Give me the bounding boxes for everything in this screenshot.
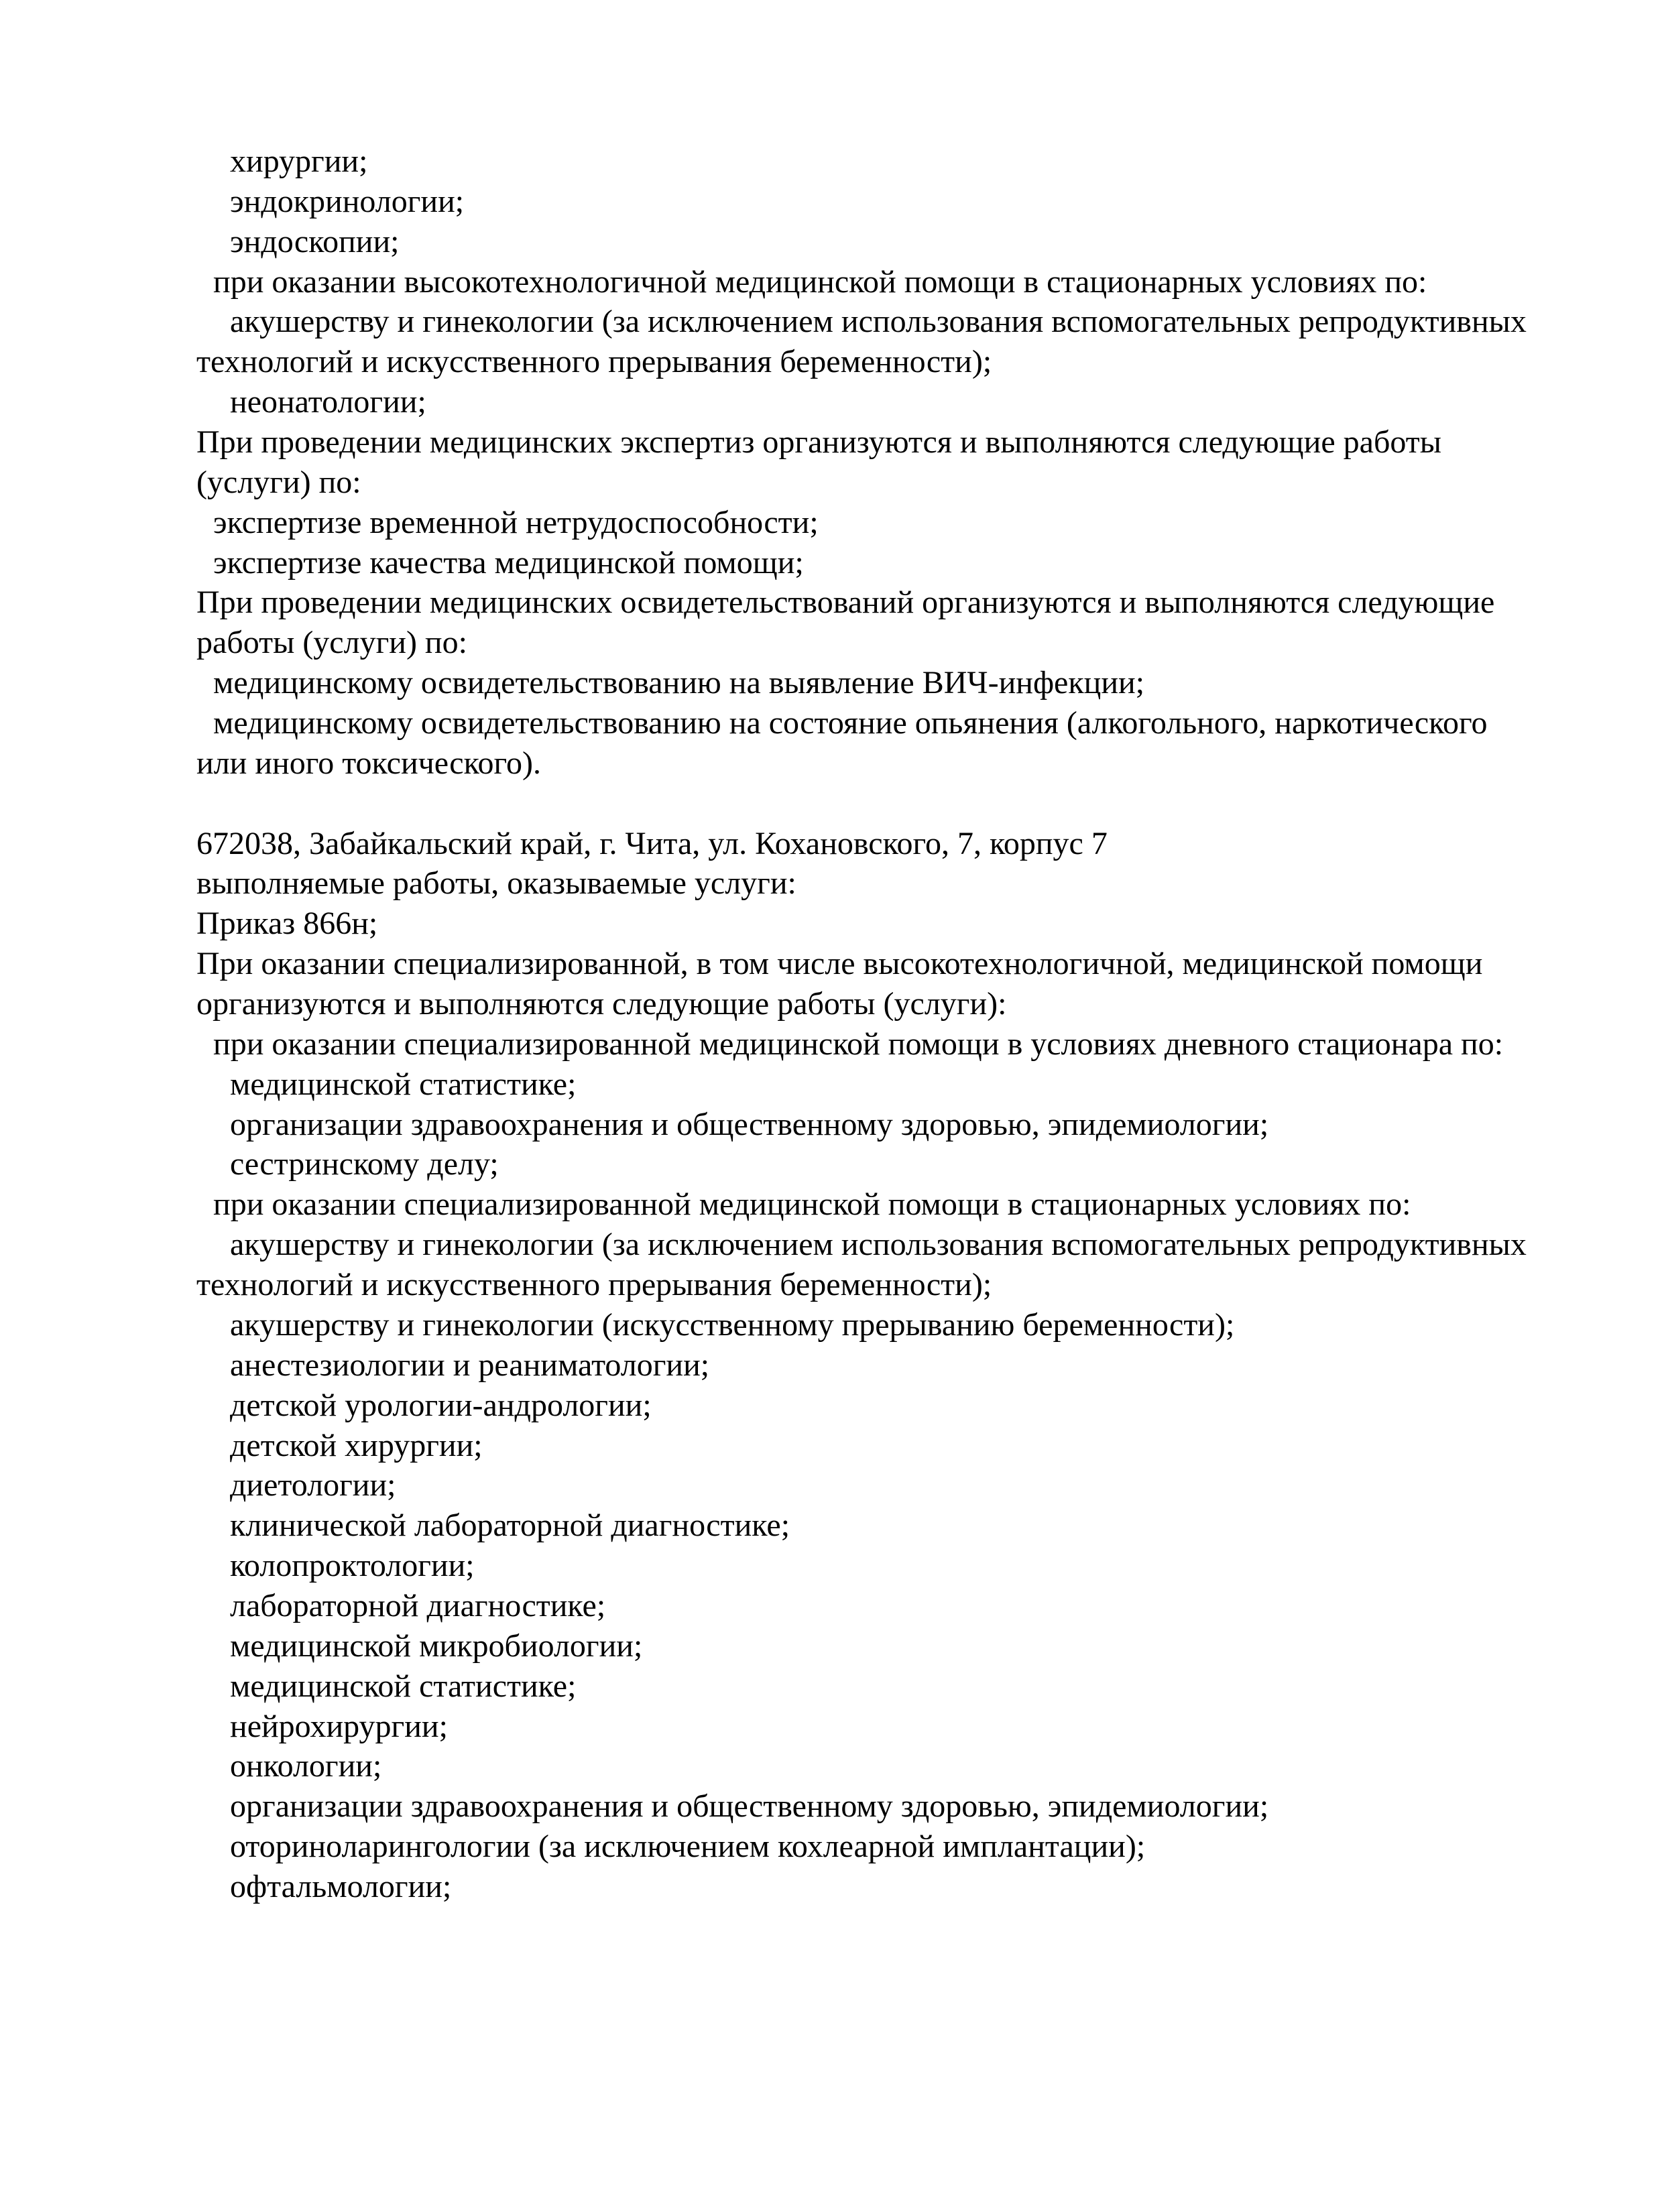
list-item: эндокринологии; xyxy=(230,183,465,219)
list-item: оториноларингологии (за исключением кохлеарной имплантации); xyxy=(230,1829,1146,1865)
list-item: медицинской статистике; xyxy=(230,1668,577,1704)
list-item: нейрохирургии; xyxy=(230,1708,448,1744)
list-item: хирургии; xyxy=(230,143,368,179)
services-label: выполняемые работы, оказываемые услуги: xyxy=(196,865,796,902)
section-continued-list xyxy=(0,141,1662,784)
list-item: колопроктологии; xyxy=(230,1548,475,1584)
list-item: онкологии; xyxy=(230,1748,382,1784)
list-item: акушерству и гинекологии (за исключением использования вспомогательных репродуктивных xyxy=(230,304,1527,340)
section-address xyxy=(0,824,1662,1907)
document-body xyxy=(0,141,1662,1907)
subsection-heading-hitech: при оказании высокотехнологичной медицинской помощи в стационарных условиях по: xyxy=(213,263,1427,300)
list-item: анестезиологии и реаниматологии; xyxy=(230,1347,710,1383)
list-item-continuation: технологий и искусственного прерывания беременности); xyxy=(196,1267,992,1303)
specialized-heading-continuation: организуются и выполняются следующие работы (услуги): xyxy=(196,986,1007,1022)
order-reference: Приказ 866н; xyxy=(196,906,378,942)
specialized-heading: При оказании специализированной, в том числе высокотехнологичной, медицинской помощи xyxy=(196,946,1483,982)
list-item: офтальмологии; xyxy=(230,1868,452,1904)
list-item-continuation: или иного токсического). xyxy=(196,745,541,781)
list-item: акушерству и гинекологии (за исключением использования вспомогательных репродуктивных xyxy=(230,1227,1527,1263)
list-item: организации здравоохранения и общественному здоровью, эпидемиологии; xyxy=(230,1788,1269,1825)
list-item-continuation: технологий и искусственного прерывания беременности); xyxy=(196,344,992,380)
list-item: детской урологии-андрологии; xyxy=(230,1387,652,1423)
blank-line xyxy=(0,784,1662,824)
list-item: акушерству и гинекологии (искусственному прерыванию беременности); xyxy=(230,1306,1235,1343)
list-item: клинической лабораторной диагностике; xyxy=(230,1508,790,1544)
list-item: медицинской микробиологии; xyxy=(230,1627,643,1664)
list-item: эндоскопии; xyxy=(230,223,400,259)
list-item: экспертизе временной нетрудоспособности; xyxy=(213,504,819,540)
list-item: медицинскому освидетельствованию на выявление ВИЧ-инфекции; xyxy=(213,665,1145,701)
list-item: медицинской статистике; xyxy=(230,1066,577,1102)
expertise-heading-continuation: (услуги) по: xyxy=(196,464,361,500)
subsection-heading-inpatient: при оказании специализированной медицинской помощи в стационарных условиях по: xyxy=(213,1186,1411,1223)
expertise-heading: При проведении медицинских экспертиз организуются и выполняются следующие работы xyxy=(196,424,1441,460)
examination-heading: При проведении медицинских освидетельствований организуются и выполняются следующие xyxy=(196,585,1495,621)
address: 672038, Забайкальский край, г. Чита, ул. Кохановского, 7, корпус 7 xyxy=(196,825,1108,861)
list-item: неонатологии; xyxy=(230,384,426,420)
list-item: организации здравоохранения и общественному здоровью, эпидемиологии; xyxy=(230,1106,1269,1142)
list-item: диетологии; xyxy=(230,1467,396,1503)
list-item: сестринскому делу; xyxy=(230,1146,499,1182)
subsection-heading-day-hospital: при оказании специализированной медицинской помощи в условиях дневного стационара по: xyxy=(213,1026,1504,1062)
list-item: детской хирургии; xyxy=(230,1427,483,1463)
examination-heading-continuation: работы (услуги) по: xyxy=(196,625,467,661)
list-item: экспертизе качества медицинской помощи; xyxy=(213,544,804,580)
list-item: лабораторной диагностике; xyxy=(230,1587,606,1623)
list-item: медицинскому освидетельствованию на состояние опьянения (алкогольного, наркотического xyxy=(213,705,1488,741)
